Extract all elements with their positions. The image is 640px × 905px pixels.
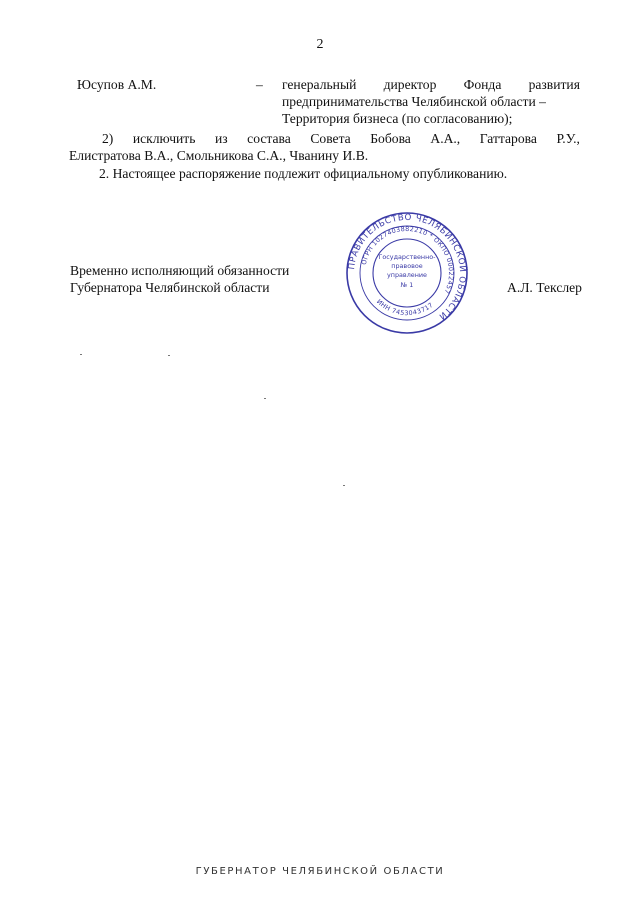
seal-outer-text: ПРАВИТЕЛЬСТВО ЧЕЛЯБИНСКОЙ ОБЛАСТИ [347, 212, 468, 322]
exclude-word: исключить [132, 131, 196, 146]
exclude-clause-line2: Елистратова В.А., Смольникова С.А., Чванину И.В. [69, 148, 369, 163]
signer-position-line1: Временно исполняющий обязанности [70, 263, 290, 278]
role-word: генеральный [282, 77, 357, 92]
seal-center-line4: № 1 [400, 281, 414, 289]
exclude-word: Бобова [370, 131, 411, 146]
signer-name: А.Л. Текслер [507, 280, 582, 295]
member-role-line2: предпринимательства Челябинской области – [282, 94, 546, 109]
footer-letterhead: ГУБЕРНАТОР ЧЕЛЯБИНСКОЙ ОБЛАСТИ [195, 866, 445, 877]
scan-speck [264, 398, 266, 399]
member-role-line1 [282, 77, 580, 93]
member-role-line3: Территория бизнеса (по согласованию); [282, 111, 513, 126]
exclude-word: Гаттарова [479, 131, 537, 146]
scan-speck [343, 485, 345, 486]
member-dash: – [256, 77, 263, 92]
exclude-word: из [214, 131, 228, 146]
exclude-word: состава [247, 131, 291, 146]
role-word: развития [528, 77, 580, 92]
seal-inner-text: ОГРН 1027403882210 * ОКПО 00022457 [359, 224, 456, 296]
scan-speck [80, 354, 82, 355]
exclude-word: 2) [102, 131, 114, 146]
publication-clause: 2. Настоящее распоряжение подлежит официальному опубликованию. [99, 166, 508, 181]
page-number: 2 [316, 37, 324, 52]
role-word: Фонда [463, 77, 502, 92]
seal-center-line1: Государственно- [378, 253, 436, 261]
exclude-word: Совета [310, 131, 351, 146]
exclude-clause-line1 [102, 131, 580, 147]
seal-center-line2: правовое [391, 262, 423, 270]
seal-center-line3: управление [387, 271, 427, 279]
exclude-word: Р.У., [556, 131, 580, 146]
signer-position-line2: Губернатора Челябинской области [70, 280, 270, 295]
member-name: Юсупов А.М. [77, 77, 157, 92]
official-seal [345, 211, 469, 335]
seal-bottom-text: ИНН 7453043717 [375, 297, 435, 318]
scan-speck [168, 355, 170, 356]
exclude-word: А.А., [430, 131, 461, 146]
role-word: директор [383, 77, 437, 92]
